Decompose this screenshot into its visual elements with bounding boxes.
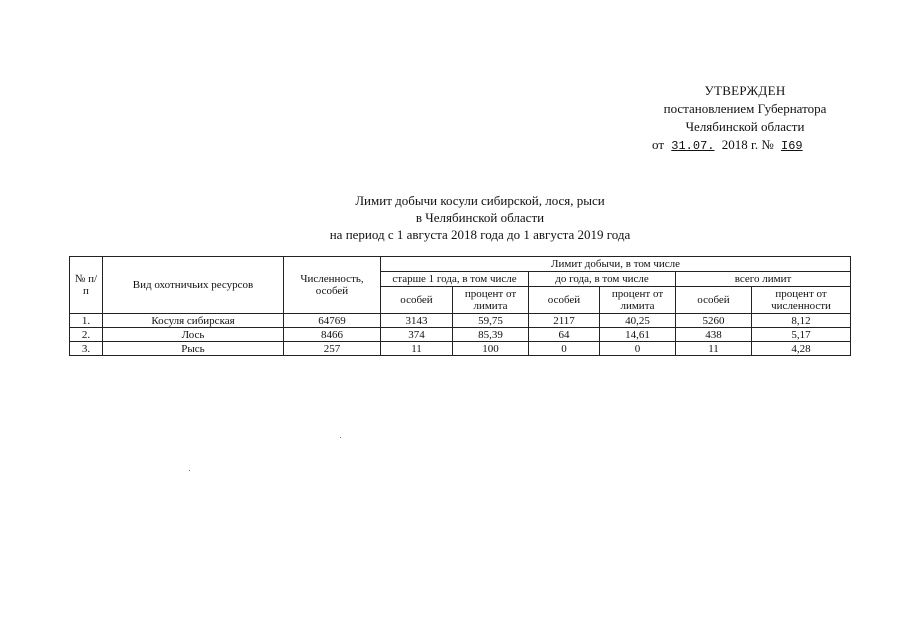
title-line-2: в Челябинской области <box>415 210 545 225</box>
row-younger-head: 0 <box>529 342 600 356</box>
row-younger-pct: 14,61 <box>600 328 676 342</box>
document-number: I69 <box>781 139 803 153</box>
row-older-head: 11 <box>381 342 453 356</box>
row-total-head: 438 <box>676 328 752 342</box>
scan-speck <box>189 470 190 471</box>
row-species: Рысь <box>103 342 284 356</box>
table-row <box>70 314 851 328</box>
date-value: 31.07. <box>671 139 715 153</box>
row-population: 8466 <box>284 328 381 342</box>
row-younger-pct: 40,25 <box>600 314 676 328</box>
approval-line-2: Челябинской области <box>685 119 805 134</box>
title-line-3: на период с 1 августа 2018 года до 1 августа 2019 года <box>329 227 631 242</box>
date-year: 2018 г. № <box>721 137 774 152</box>
row-total-head: 11 <box>676 342 752 356</box>
row-younger-pct: 0 <box>600 342 676 356</box>
row-species: Косуля сибирская <box>103 314 284 328</box>
row-num: 2. <box>70 328 103 342</box>
row-population: 257 <box>284 342 381 356</box>
row-older-head: 374 <box>381 328 453 342</box>
row-older-pct: 59,75 <box>453 314 529 328</box>
scan-speck <box>340 437 341 438</box>
header-species: Вид охотничьих ресурсов <box>103 257 284 314</box>
row-total-pct: 5,17 <box>752 328 851 342</box>
row-older-head: 3143 <box>381 314 453 328</box>
row-species: Лось <box>103 328 284 342</box>
header-population: Численность, особей <box>284 257 381 314</box>
date-prefix: от <box>652 137 665 152</box>
table-row <box>70 328 851 342</box>
row-older-pct: 100 <box>453 342 529 356</box>
row-num: 1. <box>70 314 103 328</box>
approval-block <box>630 82 860 155</box>
row-older-pct: 85,39 <box>453 328 529 342</box>
header-younger-head: особей <box>529 287 600 314</box>
header-total: всего лимит <box>676 272 851 287</box>
row-younger-head: 64 <box>529 328 600 342</box>
header-older-head: особей <box>381 287 453 314</box>
approval-heading: УТВЕРЖДЕН <box>704 83 786 98</box>
limit-table <box>69 256 851 356</box>
document-title <box>200 192 760 243</box>
row-total-pct: 4,28 <box>752 342 851 356</box>
header-older: старше 1 года, в том числе <box>381 272 529 287</box>
header-total-head: особей <box>676 287 752 314</box>
row-total-head: 5260 <box>676 314 752 328</box>
table-row <box>70 342 851 356</box>
header-limit-group: Лимит добычи, в том числе <box>381 257 851 272</box>
row-population: 64769 <box>284 314 381 328</box>
approval-line-1: постановлением Губернатора <box>663 101 827 116</box>
header-total-pct: процент от численности <box>752 287 851 314</box>
header-younger-pct: процент от лимита <box>600 287 676 314</box>
header-num: № п/п <box>70 257 103 314</box>
approval-dateline <box>630 136 860 155</box>
row-num: 3. <box>70 342 103 356</box>
row-younger-head: 2117 <box>529 314 600 328</box>
row-total-pct: 8,12 <box>752 314 851 328</box>
title-line-1: Лимит добычи косули сибирской, лося, рыси <box>355 193 605 208</box>
header-older-pct: процент от лимита <box>453 287 529 314</box>
header-younger: до года, в том числе <box>529 272 676 287</box>
